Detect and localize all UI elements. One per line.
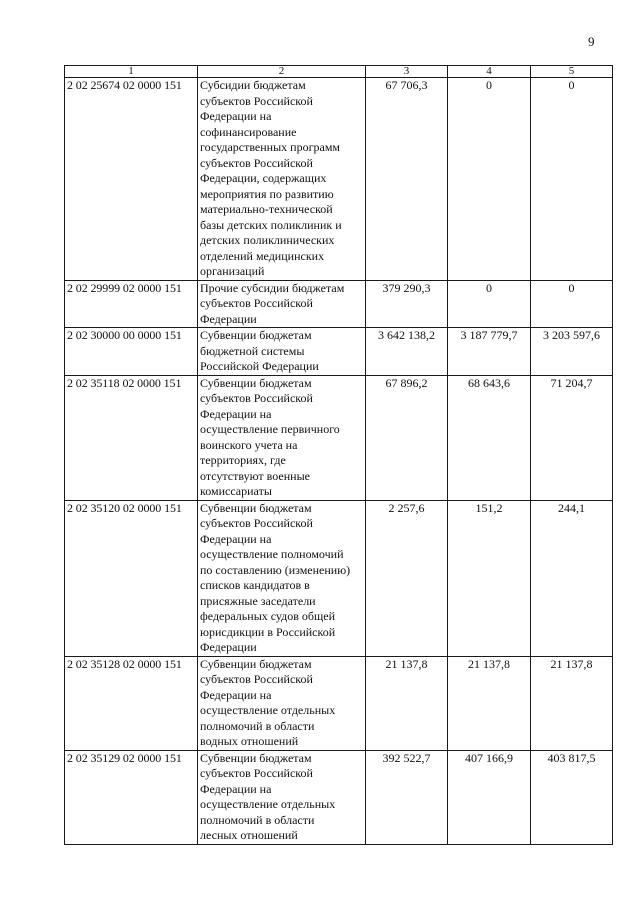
description-line: комиссариаты — [200, 484, 272, 498]
description-line: субъектов Российской — [200, 296, 313, 310]
description-line: лесных отношений — [200, 828, 298, 842]
description-line: Субсидии бюджетам — [200, 78, 306, 92]
description-line: осуществление первичного — [200, 422, 340, 436]
budget-code-cell: 2 02 35129 02 0000 151 — [65, 750, 198, 844]
description-line: бюджетной системы — [200, 343, 305, 358]
description-line: организаций — [200, 264, 265, 278]
amount-cell-4: 68 643,6 — [448, 375, 531, 500]
amount-cell-5: 403 817,5 — [531, 750, 613, 844]
column-header-2: 2 — [198, 66, 366, 78]
budget-code-cell: 2 02 30000 00 0000 151 — [65, 328, 198, 376]
budget-code-cell: 2 02 35118 02 0000 151 — [65, 375, 198, 500]
amount-cell-4: 0 — [448, 280, 531, 328]
description-cell — [198, 328, 366, 376]
description-line: Федерации — [200, 311, 257, 326]
description-line: водных отношений — [200, 734, 299, 748]
description-line: полномочий в области — [200, 812, 315, 827]
budget-code-cell: 2 02 35128 02 0000 151 — [65, 656, 198, 750]
description-line: Федерации на — [200, 531, 272, 546]
description-line: осуществление полномочий — [200, 547, 344, 561]
description-cell — [198, 750, 366, 844]
table-header — [65, 66, 613, 78]
description-line: Субвенции бюджетам — [200, 656, 312, 671]
description-cell — [198, 375, 366, 500]
table-row — [65, 750, 613, 844]
description-line: Федерации на — [200, 406, 272, 421]
budget-code-cell: 2 02 25674 02 0000 151 — [65, 78, 198, 281]
description-line: полномочий в области — [200, 718, 315, 733]
description-line: отсутствуют военные — [200, 468, 310, 483]
description-cell — [198, 280, 366, 328]
description-line: юрисдикции в Российской — [200, 624, 336, 639]
description-line: списков кандидатов в — [200, 578, 310, 592]
table-body — [65, 78, 613, 845]
description-line: по составлению (изменению) — [200, 562, 351, 577]
description-line: мероприятия по развитию — [200, 186, 334, 201]
budget-code-cell: 2 02 29999 02 0000 151 — [65, 280, 198, 328]
description-line: Субвенции бюджетам — [200, 328, 312, 342]
description-line: территориях, где — [200, 453, 286, 467]
description-line: Субвенции бюджетам — [200, 750, 312, 765]
description-line: субъектов Российской — [200, 391, 313, 405]
description-line: материально-технической — [200, 202, 333, 216]
page-number: 9 — [588, 34, 595, 49]
column-header-5: 5 — [531, 66, 613, 78]
description-line: Федерации — [200, 640, 257, 654]
description-line: федеральных судов общей — [200, 609, 336, 623]
budget-code-cell: 2 02 35120 02 0000 151 — [65, 500, 198, 656]
amount-cell-4: 3 187 779,7 — [448, 328, 531, 376]
description-line: субъектов Российской — [200, 672, 313, 686]
description-cell — [198, 78, 366, 281]
amount-cell-5: 3 203 597,6 — [531, 328, 613, 376]
description-cell — [198, 500, 366, 656]
description-line: Федерации на — [200, 781, 272, 796]
description-line: Российской Федерации — [200, 359, 319, 373]
description-line: софинансирование — [200, 124, 297, 139]
description-line: Федерации, содержащих — [200, 171, 327, 185]
table-row — [65, 656, 613, 750]
amount-cell-3: 2 257,6 — [366, 500, 448, 656]
amount-cell-4: 21 137,8 — [448, 656, 531, 750]
description-line: Прочие субсидии бюджетам — [200, 280, 345, 295]
column-header-4: 4 — [448, 66, 531, 78]
description-line: детских поликлинических — [200, 233, 335, 247]
description-line: субъектов Российской — [200, 766, 313, 780]
amount-cell-4: 407 166,9 — [448, 750, 531, 844]
amount-cell-3: 67 706,3 — [366, 78, 448, 281]
description-line: государственных программ — [200, 140, 341, 154]
amount-cell-3: 379 290,3 — [366, 280, 448, 328]
table-row — [65, 500, 613, 656]
table-row — [65, 280, 613, 328]
description-line: воинского учета на — [200, 437, 298, 452]
description-line: осуществление отдельных — [200, 797, 336, 811]
table-row — [65, 375, 613, 500]
amount-cell-4: 0 — [448, 78, 531, 281]
description-line: Субвенции бюджетам — [200, 375, 312, 390]
amount-cell-5: 244,1 — [531, 500, 613, 656]
description-cell — [198, 656, 366, 750]
amount-cell-5: 0 — [531, 280, 613, 328]
amount-cell-5: 0 — [531, 78, 613, 281]
description-line: субъектов Российской — [200, 155, 313, 170]
description-line: базы детских поликлиник и — [200, 217, 342, 232]
amount-cell-3: 67 896,2 — [366, 375, 448, 500]
description-line: субъектов Российской — [200, 93, 313, 108]
description-line: отделений медицинских — [200, 248, 325, 263]
header-row — [65, 66, 613, 78]
description-line: осуществление отдельных — [200, 703, 336, 717]
amount-cell-5: 71 204,7 — [531, 375, 613, 500]
table-row — [65, 328, 613, 376]
column-header-1: 1 — [65, 66, 198, 78]
amount-cell-3: 392 522,7 — [366, 750, 448, 844]
amount-cell-5: 21 137,8 — [531, 656, 613, 750]
description-line: Федерации на — [200, 109, 272, 123]
description-line: Федерации на — [200, 687, 272, 702]
description-line: субъектов Российской — [200, 516, 313, 530]
amount-cell-4: 151,2 — [448, 500, 531, 656]
table-row — [65, 78, 613, 281]
amount-cell-3: 3 642 138,2 — [366, 328, 448, 376]
budget-table — [64, 65, 613, 845]
description-line: Субвенции бюджетам — [200, 500, 312, 515]
column-header-3: 3 — [366, 66, 448, 78]
amount-cell-3: 21 137,8 — [366, 656, 448, 750]
description-line: присяжные заседатели — [200, 593, 316, 608]
